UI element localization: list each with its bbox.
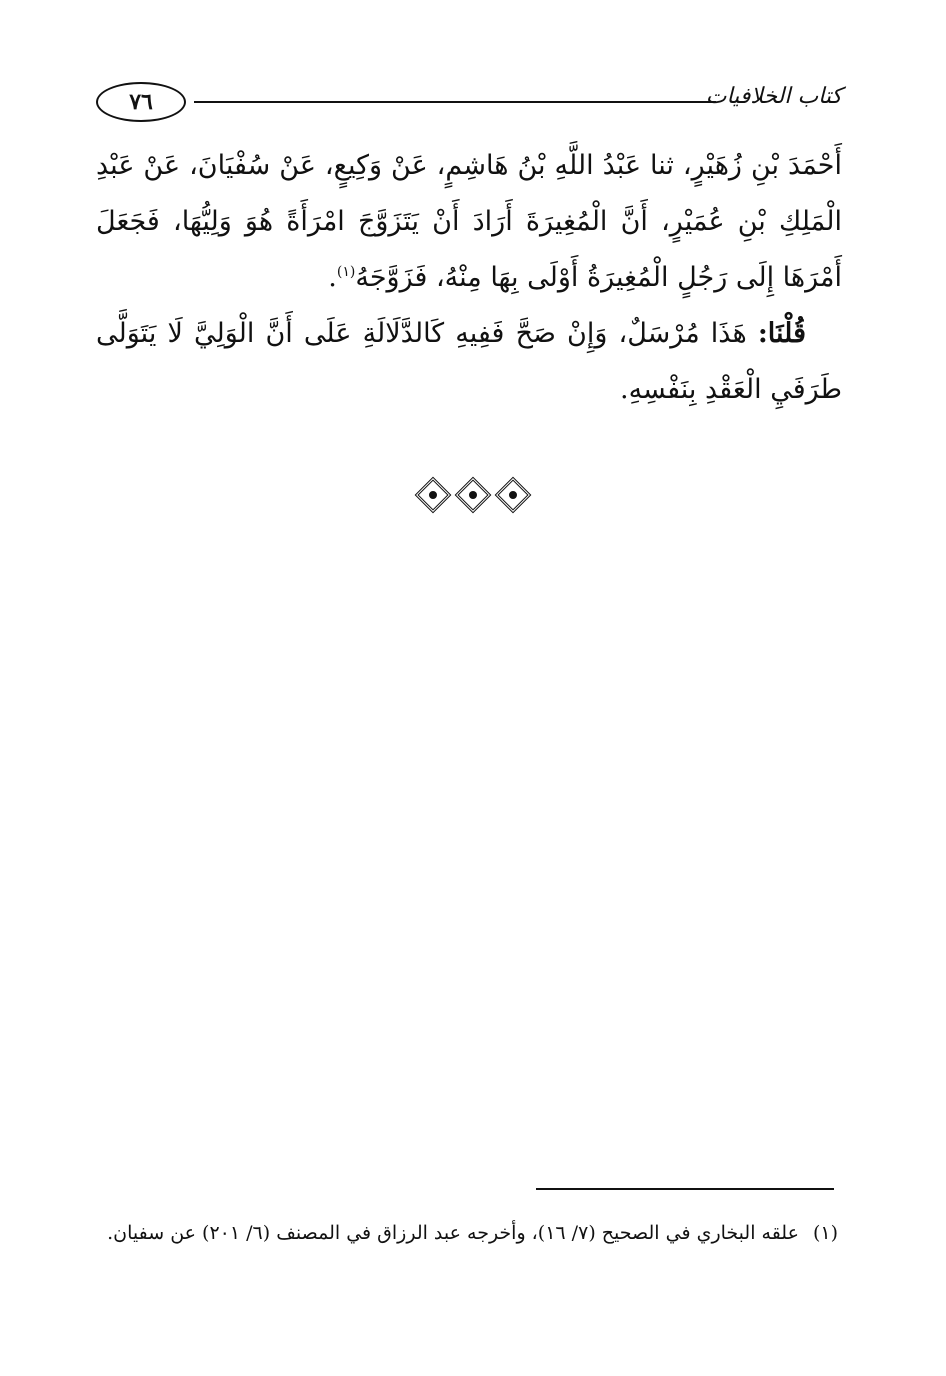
ornament-icon (415, 477, 452, 514)
footnote-reference: (١) (336, 264, 356, 280)
section-ornaments (0, 482, 946, 508)
paragraph-2-text: هَذَا مُرْسَلٌ، وَإِنْ صَحَّ فَفِيهِ كَالدَّلَالَةِ عَلَى أَنَّ الْوَلِيَّ لَا يَتَوَلَّى طَرَفَيِ الْعَقْدِ بِنَفْسِهِ. (96, 318, 842, 405)
main-text (96, 138, 842, 418)
footnote-number: (١) (812, 1222, 838, 1244)
paragraph-2-lead: قُلْنَا: (757, 318, 806, 349)
book-title: كتاب الخلافيات (705, 84, 842, 109)
page-header (96, 82, 842, 126)
header-rule (194, 101, 716, 103)
ornament-icon (495, 477, 532, 514)
footnote-separator (536, 1188, 834, 1190)
page-number: ٧٦ (96, 82, 186, 122)
footnote-text: علقه البخاري في الصحيح (٧/ ١٦)، وأخرجه عبد الرزاق في المصنف (٦/ ٢٠١) عن سفيان. (107, 1222, 799, 1244)
paragraph-1-end: . (328, 262, 337, 293)
paragraph-2 (96, 306, 842, 418)
paragraph-1 (96, 138, 842, 306)
footnote-1 (96, 1214, 838, 1252)
paragraph-1-text: أَحْمَدَ بْنِ زُهَيْرٍ، ثنا عَبْدُ اللَّهِ بْنُ هَاشِمٍ، عَنْ وَكِيعٍ، عَنْ سُفْيَانَ، عَنْ عَبْدِ الْمَلِكِ بْنِ عُمَيْرٍ، أَنَّ الْمُغِيرَةَ أَرَادَ أَنْ يَتَزَوَّجَ امْرَأَةً هُوَ وَلِيُّهَا، فَجَعَلَ أَمْرَهَا إِلَى رَجُلٍ الْمُغِيرَةُ أَوْلَى بِهَا مِنْهُ، فَزَوَّجَهُ (96, 150, 842, 293)
ornament-icon (455, 477, 492, 514)
